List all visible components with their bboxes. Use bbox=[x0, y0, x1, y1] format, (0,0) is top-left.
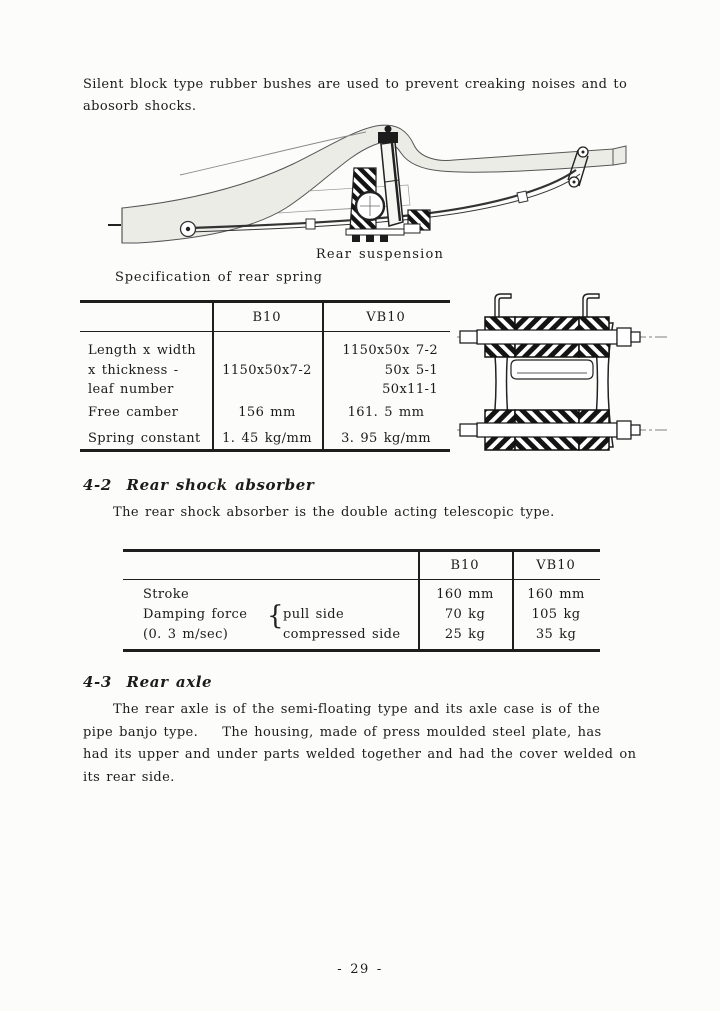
paragraph-line: pipe banjo type. The housing, made of press moulded steel plate, has bbox=[83, 724, 602, 740]
free-camber-b10-value: 156 mm bbox=[238, 405, 296, 420]
value-line: 70 kg bbox=[444, 607, 486, 622]
spring-clip bbox=[517, 191, 528, 203]
value-line: 50x11-1 bbox=[382, 382, 438, 397]
row-spring-constant-label: Spring constant bbox=[88, 431, 201, 446]
value-line: 50x 5-1 bbox=[384, 362, 438, 378]
label-line: Damping force bbox=[143, 607, 248, 622]
header-b10: B10 bbox=[450, 558, 480, 573]
header-vb10: VB10 bbox=[536, 558, 576, 573]
shock-table-body bbox=[123, 580, 600, 649]
center-bracket bbox=[511, 360, 593, 379]
u-bolt-nut bbox=[352, 235, 360, 242]
label-line: leaf number bbox=[88, 382, 174, 397]
bush-inner-tube bbox=[477, 423, 617, 437]
bush-bolt-head bbox=[460, 331, 477, 343]
u-bolt-plate bbox=[346, 229, 404, 235]
u-bolt-nut bbox=[380, 235, 388, 242]
shock-row-labels bbox=[143, 585, 247, 645]
value-line: 35 kg bbox=[535, 627, 577, 642]
damping-sub-labels bbox=[283, 605, 401, 645]
value-line: 25 kg bbox=[444, 627, 486, 642]
row-dimensions-label bbox=[88, 341, 196, 400]
figure-caption: Rear suspension bbox=[315, 247, 445, 262]
bush-bolt-tip bbox=[631, 425, 640, 435]
dimensions-vb10-value bbox=[322, 341, 438, 400]
spring-table-header bbox=[80, 303, 450, 332]
spring-table-body bbox=[80, 332, 450, 449]
bush-inner-tube bbox=[477, 330, 617, 344]
spec-heading: Specification of rear spring bbox=[115, 270, 323, 285]
value-line: 160 mm bbox=[436, 587, 494, 602]
shock-b10-values bbox=[418, 585, 512, 645]
paragraph-line: The rear axle is of the semi-floating type and its axle case is of the bbox=[113, 702, 601, 717]
spring-spec-table bbox=[80, 300, 450, 452]
paragraph-line: its rear side. bbox=[83, 769, 175, 785]
damping-brace: { bbox=[267, 601, 284, 631]
label-line: x thickness - bbox=[88, 362, 179, 378]
spring-constant-vb10-value: 3. 95 kg/mm bbox=[341, 431, 431, 446]
bush-bolt-tip bbox=[631, 332, 640, 342]
header-b10: B10 bbox=[252, 309, 282, 325]
sub-label-line: pull side bbox=[283, 607, 345, 622]
frame-rear-bracket bbox=[613, 146, 626, 165]
section-4-3-paragraph bbox=[83, 699, 636, 789]
label-line: Length x width bbox=[88, 343, 197, 358]
section-4-2-body: The rear shock absorber is the double acting telescopic type. bbox=[113, 505, 555, 520]
row-free-camber-label: Free camber bbox=[88, 405, 179, 420]
spring-constant-b10-value: 1. 45 kg/mm bbox=[222, 431, 312, 446]
label-line: Stroke bbox=[143, 587, 190, 602]
sub-label-line: compressed side bbox=[283, 627, 401, 642]
rebound-clip bbox=[495, 294, 511, 317]
shock-vb10-values bbox=[512, 585, 600, 645]
shock-upper-mount bbox=[378, 132, 398, 143]
label-line: (0. 3 m/sec) bbox=[143, 627, 229, 642]
pin-center bbox=[573, 181, 576, 184]
header-vb10: VB10 bbox=[366, 309, 406, 325]
rebound-clip bbox=[583, 294, 599, 317]
shock-table-header bbox=[123, 552, 600, 580]
section-4-2-heading: 4-2 Rear shock absorber bbox=[83, 476, 315, 494]
value-line: 1150x50x 7-2 bbox=[342, 343, 438, 358]
u-bolt-nut bbox=[366, 235, 374, 242]
value-line: 105 kg bbox=[531, 607, 581, 622]
shock-absorber-table bbox=[123, 549, 600, 652]
bush-nut bbox=[617, 328, 631, 346]
intro-line: Silent block type rubber bushes are used to prevent creaking noises and to bbox=[83, 77, 628, 92]
bush-nut bbox=[617, 421, 631, 439]
section-4-3-heading: 4-3 Rear axle bbox=[83, 673, 213, 691]
bush-bolt-head bbox=[460, 424, 477, 436]
rear-suspension-figure bbox=[108, 112, 635, 252]
paragraph-line: had its upper and under parts welded together and had the cover welded on bbox=[83, 747, 637, 762]
page-number: - 29 - bbox=[337, 962, 383, 977]
shock-mount-nut bbox=[385, 126, 392, 133]
dimensions-b10-value: 1150x50x7-2 bbox=[222, 363, 312, 378]
front-spring-eye-pin bbox=[186, 227, 190, 231]
bump-stop bbox=[404, 224, 420, 233]
pin-center bbox=[582, 151, 585, 154]
free-camber-vb10-value: 161. 5 mm bbox=[347, 405, 425, 420]
spring-clip bbox=[306, 219, 315, 229]
value-line: 160 mm bbox=[527, 587, 585, 602]
spring-shackle-figure bbox=[455, 283, 670, 468]
intro-line: abosorb shocks. bbox=[83, 99, 197, 114]
